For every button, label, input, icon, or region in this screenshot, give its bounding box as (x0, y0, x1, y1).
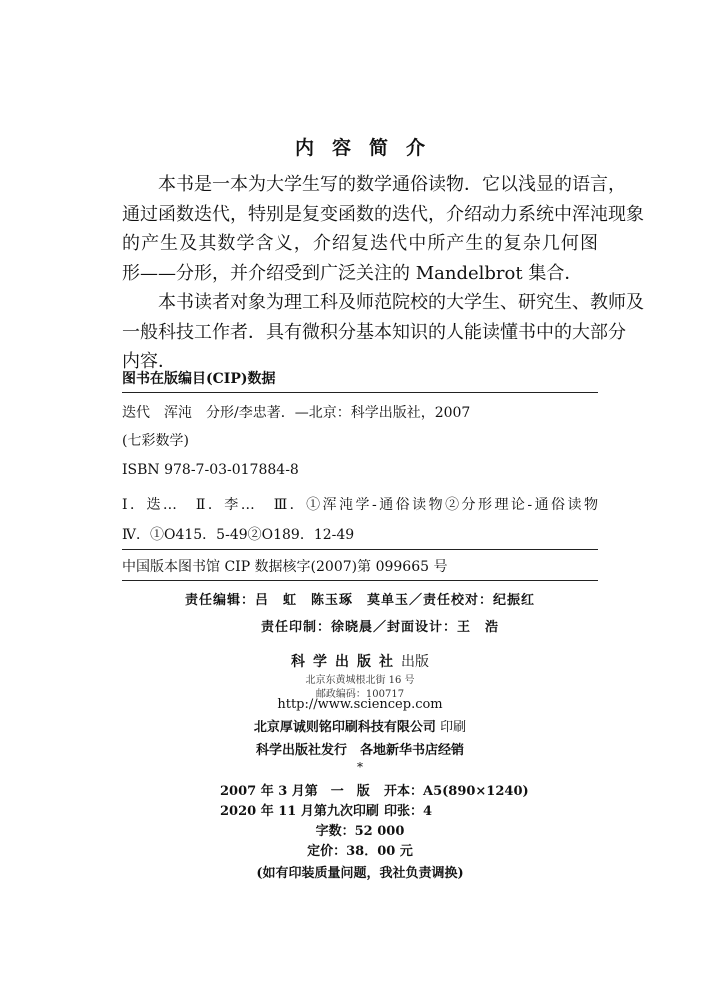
edition-word-count: 字数：52 000 (315, 824, 405, 839)
summary-paragraph-1 (122, 170, 644, 288)
publisher-line (0, 651, 720, 671)
publisher-website: http://www.sciencep.com (277, 697, 443, 712)
publisher-suffix: 出版 (401, 654, 429, 670)
printer-suffix: 印刷 (440, 720, 467, 735)
edition-first: 2007 年 3 月第 一 版 (220, 784, 370, 799)
publisher-name: 科学出版社 (291, 654, 401, 670)
cip-bottom-rule (122, 580, 598, 581)
summary-line: 本书读者对象为理工科及师范院校的大学生、研究生、教师及 (158, 292, 644, 313)
credits-production: 责任印制：徐晓晨／封面设计：王 浩 (260, 620, 499, 635)
publisher-postcode: 邮政编码：100717 (315, 689, 405, 700)
cip-isbn: ISBN 978-7-03-017884-8 (122, 462, 299, 478)
cip-bibliographic-line: 迭代 浑沌 分形/李忠著．—北京：科学出版社，2007 (122, 405, 471, 421)
cip-top-rule (122, 392, 598, 393)
cip-classification-2: Ⅳ．①O415．5-49②O189．12-49 (122, 527, 355, 543)
summary-line: 形——分形，并介绍受到广泛关注的 Mandelbrot 集合． (122, 262, 583, 284)
credits-editors: 责任编辑：吕 虹 陈玉琢 莫单玉／责任校对：纪振红 (184, 593, 535, 608)
cip-library-note: 中国版本图书馆 CIP 数据核字(2007)第 099665 号 (122, 559, 448, 575)
summary-line: 的产生及其数学含义，介绍复迭代中所产生的复杂几何图 (122, 233, 598, 254)
page-title: 内容简介 (294, 137, 443, 159)
cip-series: (七彩数学) (122, 433, 189, 449)
summary-line: 一般科技工作者．具有微积分基本知识的人能读懂书中的大部分 (122, 321, 626, 343)
edition-sheets: 印张：4 (384, 804, 433, 819)
cip-mid-rule (122, 549, 598, 550)
cip-heading: 图书在版编目(CIP)数据 (122, 371, 276, 387)
summary-paragraph-2 (122, 288, 644, 377)
distribution-line: 科学出版社发行 各地新华书店经销 (255, 743, 464, 758)
edition-price: 定价：38．00 元 (307, 844, 413, 859)
edition-printing: 2020 年 11 月第九次印刷 (220, 804, 379, 819)
printer-name: 北京厚诚则铭印刷科技有限公司 (253, 720, 436, 735)
edition-format: 开本：A5(890×1240) (384, 784, 529, 799)
separator-star: * (357, 760, 363, 774)
cip-classification-1: Ⅰ．迭… Ⅱ．李… Ⅲ．①浑沌学-通俗读物②分形理论-通俗读物 (122, 497, 598, 513)
summary-line: 内容． (122, 351, 176, 372)
printer-line (0, 716, 720, 735)
summary-line: 本书是一本为大学生写的数学通俗读物．它以浅显的语言， (158, 174, 626, 195)
summary-line: 通过函数迭代，特别是复变函数的迭代，介绍动力系统中浑沌现象 (122, 203, 644, 225)
quality-notice: (如有印装质量问题，我社负责调换) (256, 866, 464, 881)
publisher-address: 北京东黄城根北街 16 号 (305, 675, 415, 686)
